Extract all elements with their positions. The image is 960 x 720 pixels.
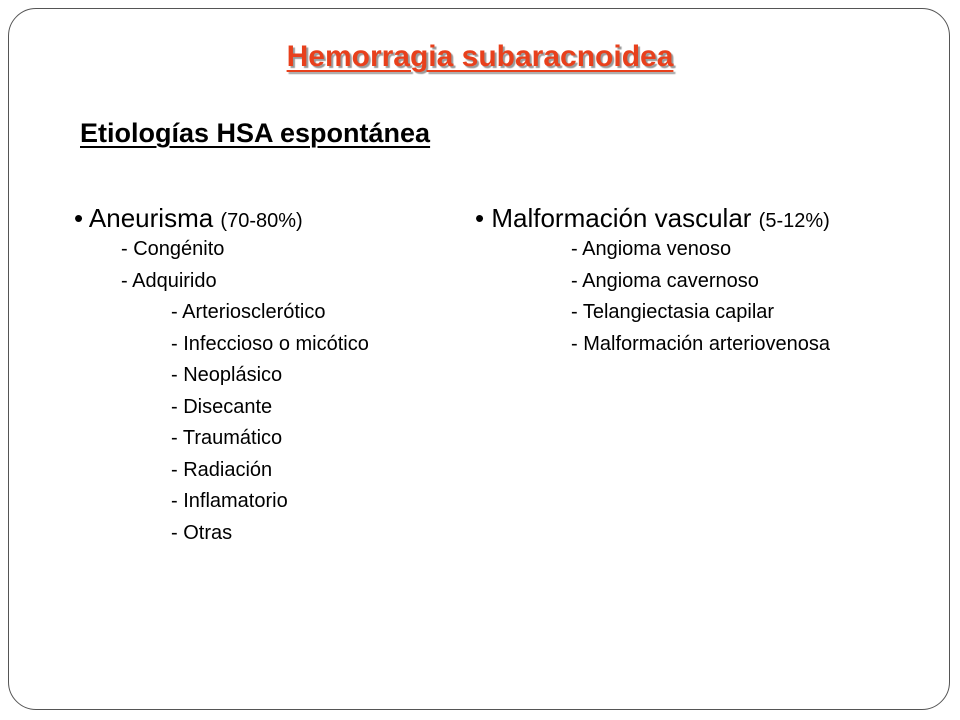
slide-title: Hemorragia subaracnoidea bbox=[286, 40, 674, 73]
list-item: - Adquirido bbox=[121, 269, 217, 292]
left-column bbox=[74, 202, 369, 549]
left-percent: (70-80%) bbox=[220, 210, 303, 232]
left-bullet-heading bbox=[74, 202, 369, 234]
left-heading: Aneurisma bbox=[88, 203, 214, 233]
list-item: - Otras bbox=[171, 521, 233, 544]
right-column bbox=[475, 202, 830, 360]
right-percent: (5-12%) bbox=[758, 210, 830, 232]
right-heading: Malformación vascular bbox=[491, 203, 752, 233]
list-item: - Infeccioso o micótico bbox=[171, 332, 369, 355]
list-item: - Malformación arteriovenosa bbox=[571, 332, 830, 355]
list-item: - Arteriosclerótico bbox=[171, 301, 326, 323]
bullet-dot: • bbox=[74, 203, 84, 233]
list-item: - Angioma cavernoso bbox=[571, 269, 759, 292]
list-item: - Radiación bbox=[171, 458, 273, 481]
right-bullet-heading bbox=[475, 202, 830, 234]
list-item: - Traumático bbox=[171, 427, 283, 449]
list-item: - Disecante bbox=[171, 395, 273, 418]
section-subtitle: Etiologías HSA espontánea bbox=[80, 118, 431, 148]
bullet-dot: • bbox=[475, 203, 485, 233]
list-item: - Telangiectasia capilar bbox=[571, 301, 775, 323]
list-item: - Inflamatorio bbox=[171, 490, 288, 512]
list-item: - Congénito bbox=[121, 238, 225, 260]
list-item: - Neoplásico bbox=[171, 364, 283, 386]
list-item: - Angioma venoso bbox=[571, 238, 732, 260]
